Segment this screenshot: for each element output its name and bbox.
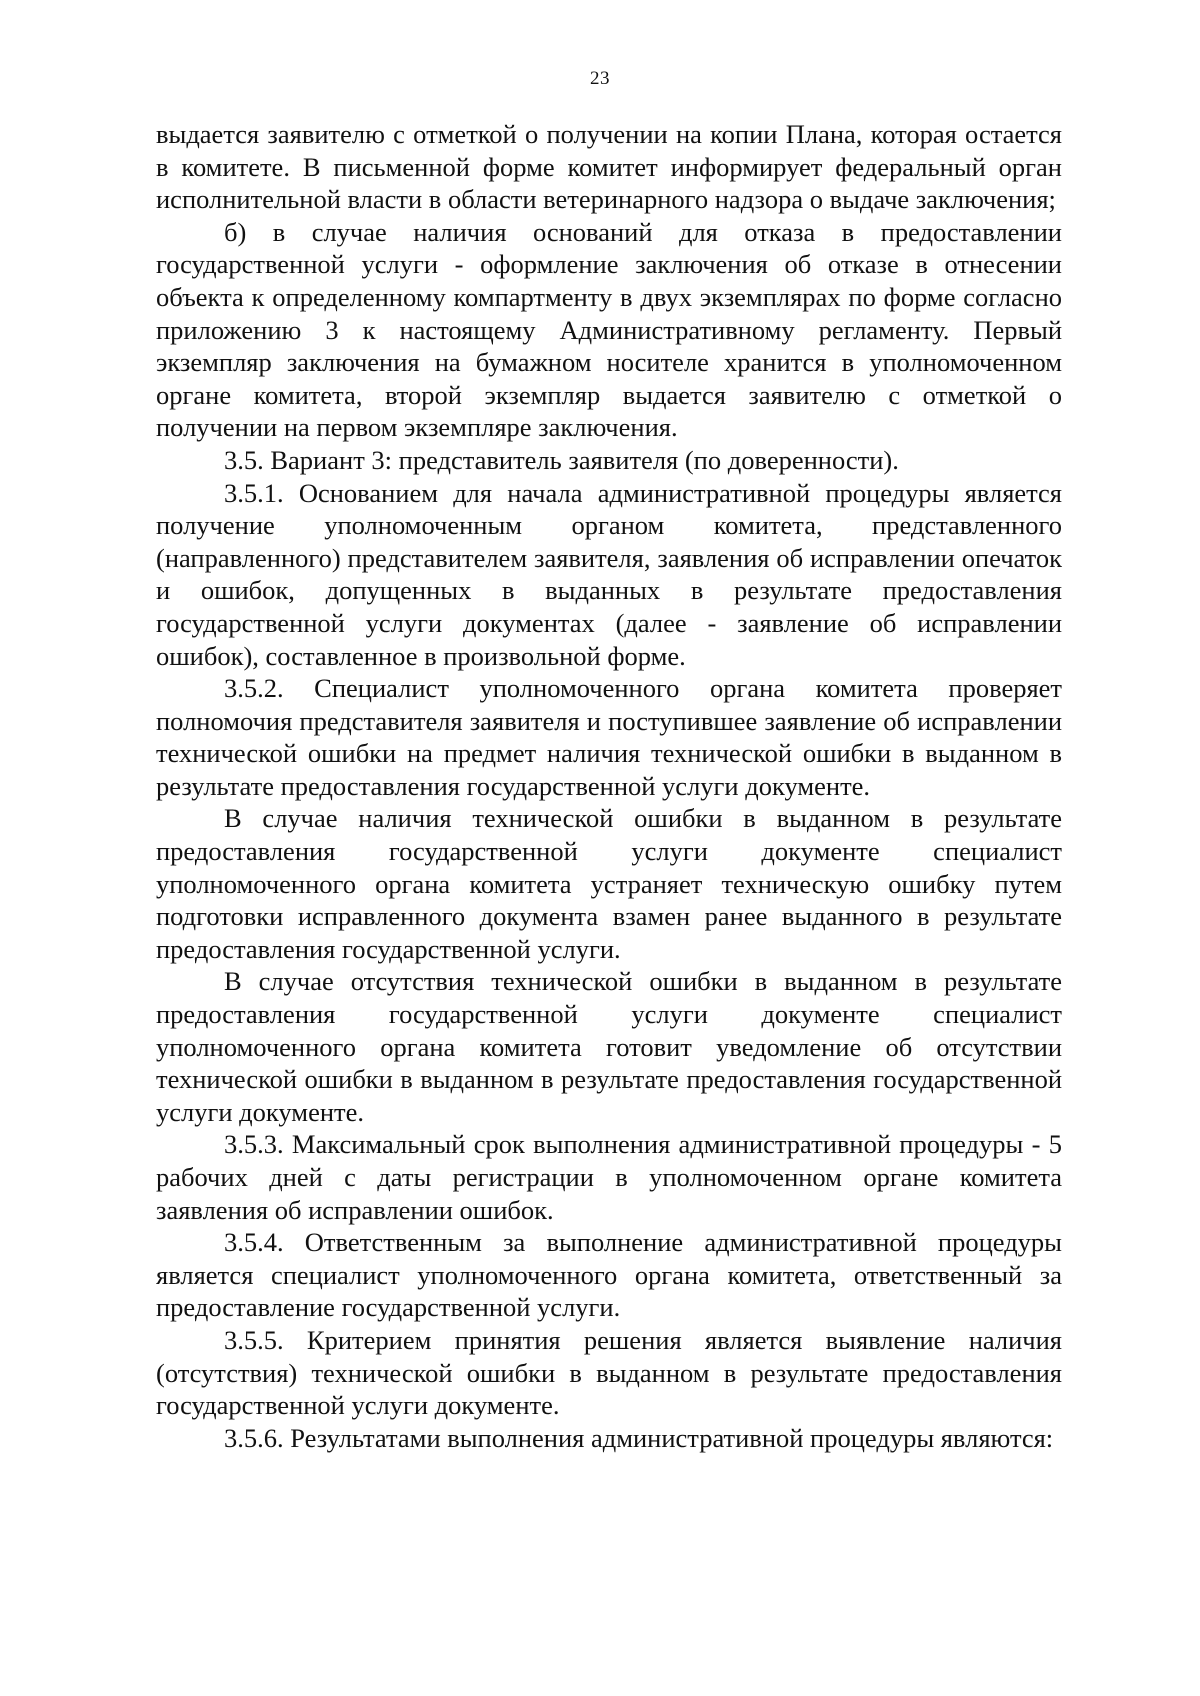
paragraph-continuation: выдается заявителю с отметкой о получении на копии Плана, которая остается в комитете. В письменной форме комитет информирует федеральный орган исполнительной власти в области ветеринарного надзора о выдаче заключения; [156, 119, 1062, 215]
paragraph-3-5-1: 3.5.1. Основанием для начала административной процедуры является получение уполномоченным органом комитета, представленного (направленного) представителем заявителя, заявления об исправлении опечаток и ошибок, допущенных в выданных в результате предоставления государственной услуги документах (далее - заявление об исправлении ошибок), составленное в произвольной форме. [156, 477, 1062, 671]
paragraph-3-5-4: 3.5.4. Ответственным за выполнение административной процедуры является специалист уполномоченного органа комитета, ответственный за предоставление государственной услуги. [156, 1227, 1062, 1323]
paragraph-3-5-6: 3.5.6. Результатами выполнения административной процедуры являются: [224, 1422, 1054, 1453]
paragraph-3-5-5: 3.5.5. Критерием принятия решения является выявление наличия (отсутствия) технической ошибки в выданном в результате предоставления государственной услуги документе. [156, 1324, 1062, 1421]
section-heading-3-5: 3.5. Вариант 3: представитель заявителя (по доверенности). [224, 444, 899, 475]
paragraph-item-b: б) в случае наличия оснований для отказа в предоставлении государственной услуги - оформление заключения об отказе в отнесении объекта к определенному компартменту в двух экземплярах по форме согласно приложению 3 к настоящему Административному регламенту. Первый экземпляр заключения на бумажном носителе хранится в уполномоченном органе комитета, второй экземпляр выдается заявителю с отметкой о получении на первом экземпляре заключения. [156, 216, 1062, 443]
paragraph-3-5-2: 3.5.2. Специалист уполномоченного органа комитета проверяет полномочия представителя заявителя и поступившее заявление об исправлении технической ошибки на предмет наличия технической ошибки в выданном в результате предоставления государственной услуги документе. [156, 673, 1062, 801]
paragraph-3-5-3: 3.5.3. Максимальный срок выполнения административной процедуры - 5 рабочих дней с даты регистрации в уполномоченном органе комитета заявления об исправлении ошибок. [156, 1129, 1062, 1225]
paragraph-error-absent: В случае отсутствия технической ошибки в выданном в результате предоставления государственной услуги документе специалист уполномоченного органа комитета готовит уведомление об отсутствии технической ошибки в выданном в результате предоставления государственной услуги документе. [156, 966, 1062, 1127]
page-number: 23 [590, 68, 610, 89]
document-body [156, 118, 1062, 1454]
paragraph-error-present: В случае наличия технической ошибки в выданном в результате предоставления государственной услуги документе специалист уполномоченного органа комитета устраняет техническую ошибку путем подготовки исправленного документа взамен ранее выданного в результате предоставления государственной услуги. [156, 803, 1062, 964]
